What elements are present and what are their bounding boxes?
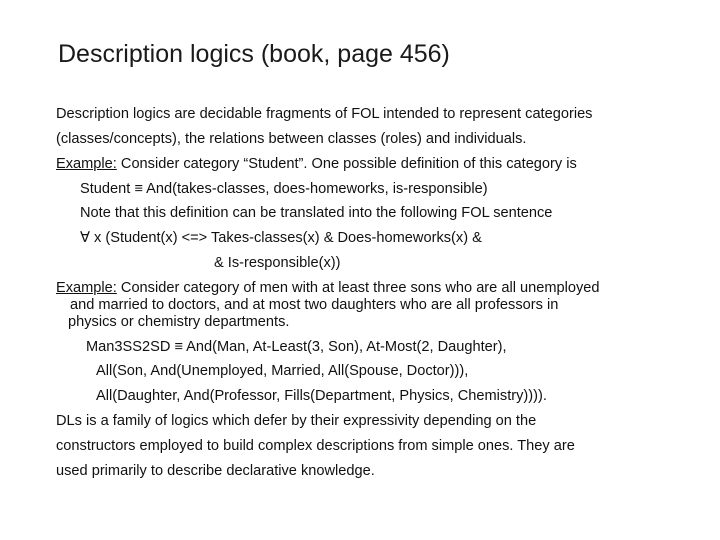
conclusion-line-1: DLs is a family of logics which defer by their expressivity depending on the [56,413,537,429]
example2-line [56,279,600,297]
intro-line-1: Description logics are decidable fragments of FOL intended to represent categories [56,106,593,122]
example1-label: Example: [56,156,117,172]
intro-line-2: (classes/concepts), the relations between classes (roles) and individuals. [56,131,527,147]
man3ss2sd-definition-3: All(Daughter, And(Professor, Fills(Department, Physics, Chemistry)))). [96,388,547,404]
conclusion-line-2: constructors employed to build complex descriptions from simple ones. They are [56,438,575,454]
example1-line [56,155,577,173]
conclusion-line-3: used primarily to describe declarative knowledge. [56,463,375,479]
example2-cont-2: physics or chemistry departments. [68,314,290,330]
fol-sentence-line-1: ∀ x (Student(x) <=> Takes-classes(x) & Does-homeworks(x) & [80,230,482,246]
example2-text: Consider category of men with at least three sons who are all unemployed [116,280,600,296]
example2-cont-1: and married to doctors, and at most two daughters who are all professors in [70,297,559,313]
slide-title: Description logics (book, page 456) [58,40,450,68]
fol-sentence-line-2: & Is-responsible(x)) [214,255,341,271]
example1-text: Consider category “Student”. One possible definition of this category is [116,156,577,172]
fol-note: Note that this definition can be translated into the following FOL sentence [80,205,553,221]
man3ss2sd-definition-1: Man3SS2SD ≡ And(Man, At-Least(3, Son), At-Most(2, Daughter), [86,339,507,355]
student-definition: Student ≡ And(takes-classes, does-homeworks, is-responsible) [80,181,488,197]
man3ss2sd-definition-2: All(Son, And(Unemployed, Married, All(Spouse, Doctor))), [96,363,469,379]
example2-label: Example: [56,280,117,296]
